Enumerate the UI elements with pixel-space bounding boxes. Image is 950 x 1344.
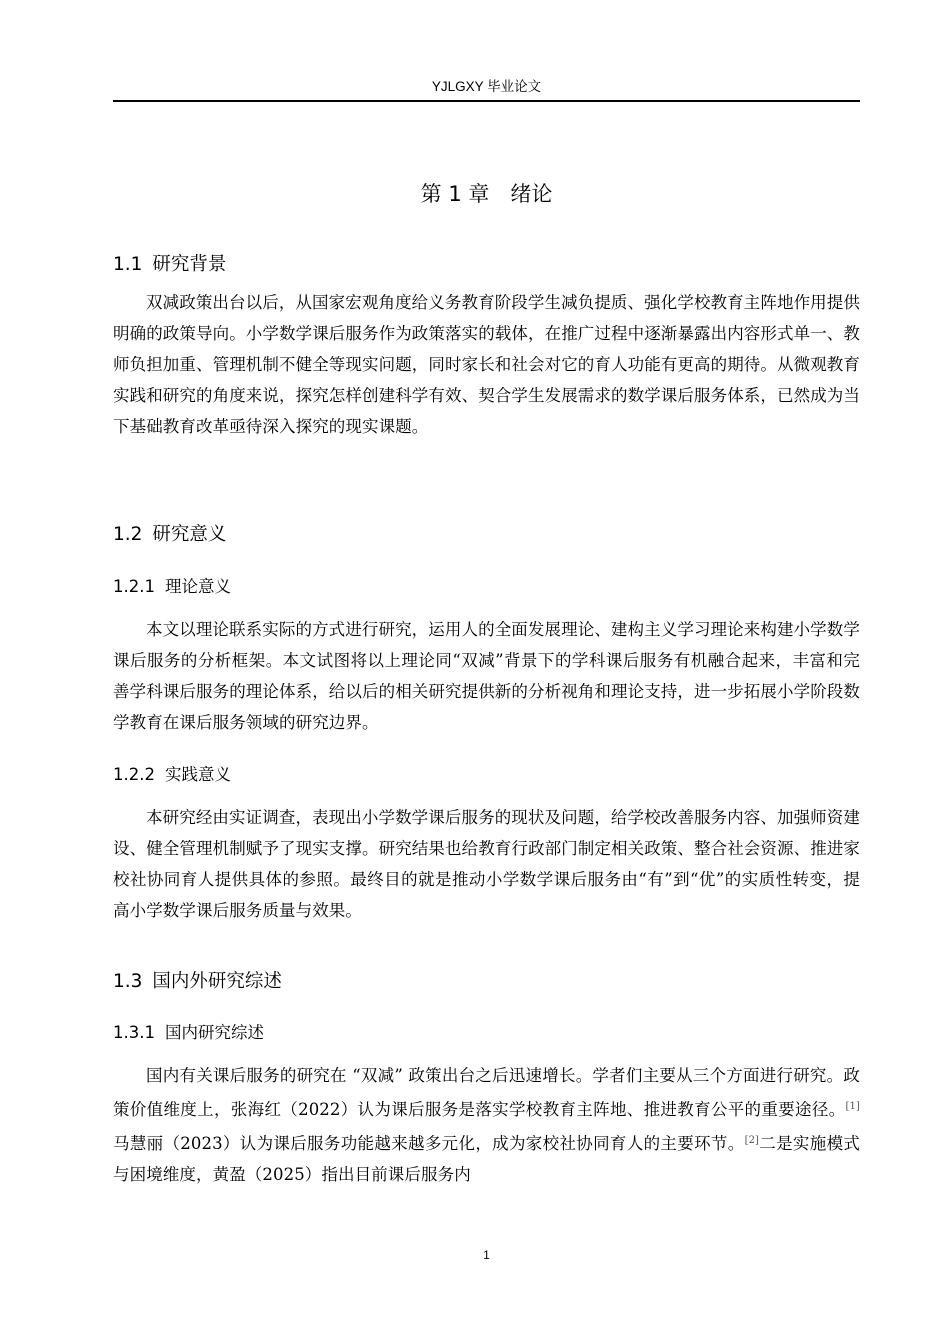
section-heading-1-2	[113, 521, 226, 549]
section-heading-1-3	[113, 968, 282, 996]
paragraph-text: 国内有关课后服务的研究在 “双减” 政策出台之后迅速增长。学者们主要从三个方面进行研究。政策价值维度上，张海红（2022）认为课后服务是落实学校教育主阵地、推进教育公平的重要途径。	[113, 1066, 860, 1119]
subsection-number: 1.2.2	[113, 765, 155, 784]
running-header: YJLGXY 毕业论文	[431, 79, 542, 94]
citation-reference[interactable]: [1]	[845, 1101, 860, 1112]
subsection-heading-1-2-2	[113, 762, 231, 788]
paragraph-theoretical-significance: 本文以理论联系实际的方式进行研究，运用人的全面发展理论、建构主义学习理论来构建小学数学课后服务的分析框架。本文试图将以上理论同“双减”背景下的学科课后服务有机融合起来，丰富和完善学科课后服务的理论体系，给以后的相关研究提供新的分析视角和理论支持，进一步拓展小学阶段数学教育在课后服务领域的研究边界。	[113, 620, 860, 732]
paragraph-text: 二是实施模式与困境维度，黄盈（2025）指出目前课后服务内	[113, 1134, 860, 1184]
section-title: 研究意义	[152, 524, 227, 545]
paragraph-text: 马慧丽（2023）认为课后服务功能越来越多元化，成为家校社协同育人的主要环节。	[113, 1134, 745, 1153]
subsection-title: 理论意义	[164, 577, 231, 596]
section-title: 研究背景	[152, 254, 227, 275]
paragraph-background: 双减政策出台以后，从国家宏观角度给义务教育阶段学生减负提质、强化学校教育主阵地作用提供明确的政策导向。小学数学课后服务作为政策落实的载体，在推广过程中逐渐暴露出内容形式单一、教师负担加重、管理机制不健全等现实问题，同时家长和社会对它的育人功能有更高的期待。从微观教育实践和研究的角度来说，探究怎样创建科学有效、契合学生发展需求的数学课后服务体系，已然成为当下基础教育改革亟待深入探究的现实课题。	[113, 293, 860, 436]
section-heading-1-1	[113, 251, 226, 279]
paragraph-domestic-review	[113, 1060, 860, 1190]
subsection-heading-1-2-1	[113, 574, 231, 600]
header-rule	[113, 100, 860, 102]
chapter-title: 第 1 章 绪论	[420, 182, 553, 206]
section-number: 1.3	[113, 971, 143, 992]
subsection-heading-1-3-1	[113, 1020, 264, 1046]
subsection-title: 实践意义	[164, 765, 231, 784]
citation-reference[interactable]: [2]	[744, 1135, 760, 1146]
paragraph-practical-significance: 本研究经由实证调查，表现出小学数学课后服务的现状及问题，给学校改善服务内容、加强师资建设、健全管理机制赋予了现实支撑。研究结果也给教育行政部门制定相关政策、整合社会资源、推进家校社协同育人提供具体的参照。最终目的就是推动小学数学课后服务由“有”到“优”的实质性转变，提高小学数学课后服务质量与效果。	[113, 808, 860, 920]
subsection-title: 国内研究综述	[164, 1023, 264, 1042]
section-number: 1.2	[113, 524, 143, 545]
subsection-number: 1.2.1	[113, 577, 155, 596]
section-number: 1.1	[113, 254, 143, 275]
page-number: 1	[483, 1248, 490, 1262]
subsection-number: 1.3.1	[113, 1023, 155, 1042]
section-title: 国内外研究综述	[152, 971, 282, 992]
